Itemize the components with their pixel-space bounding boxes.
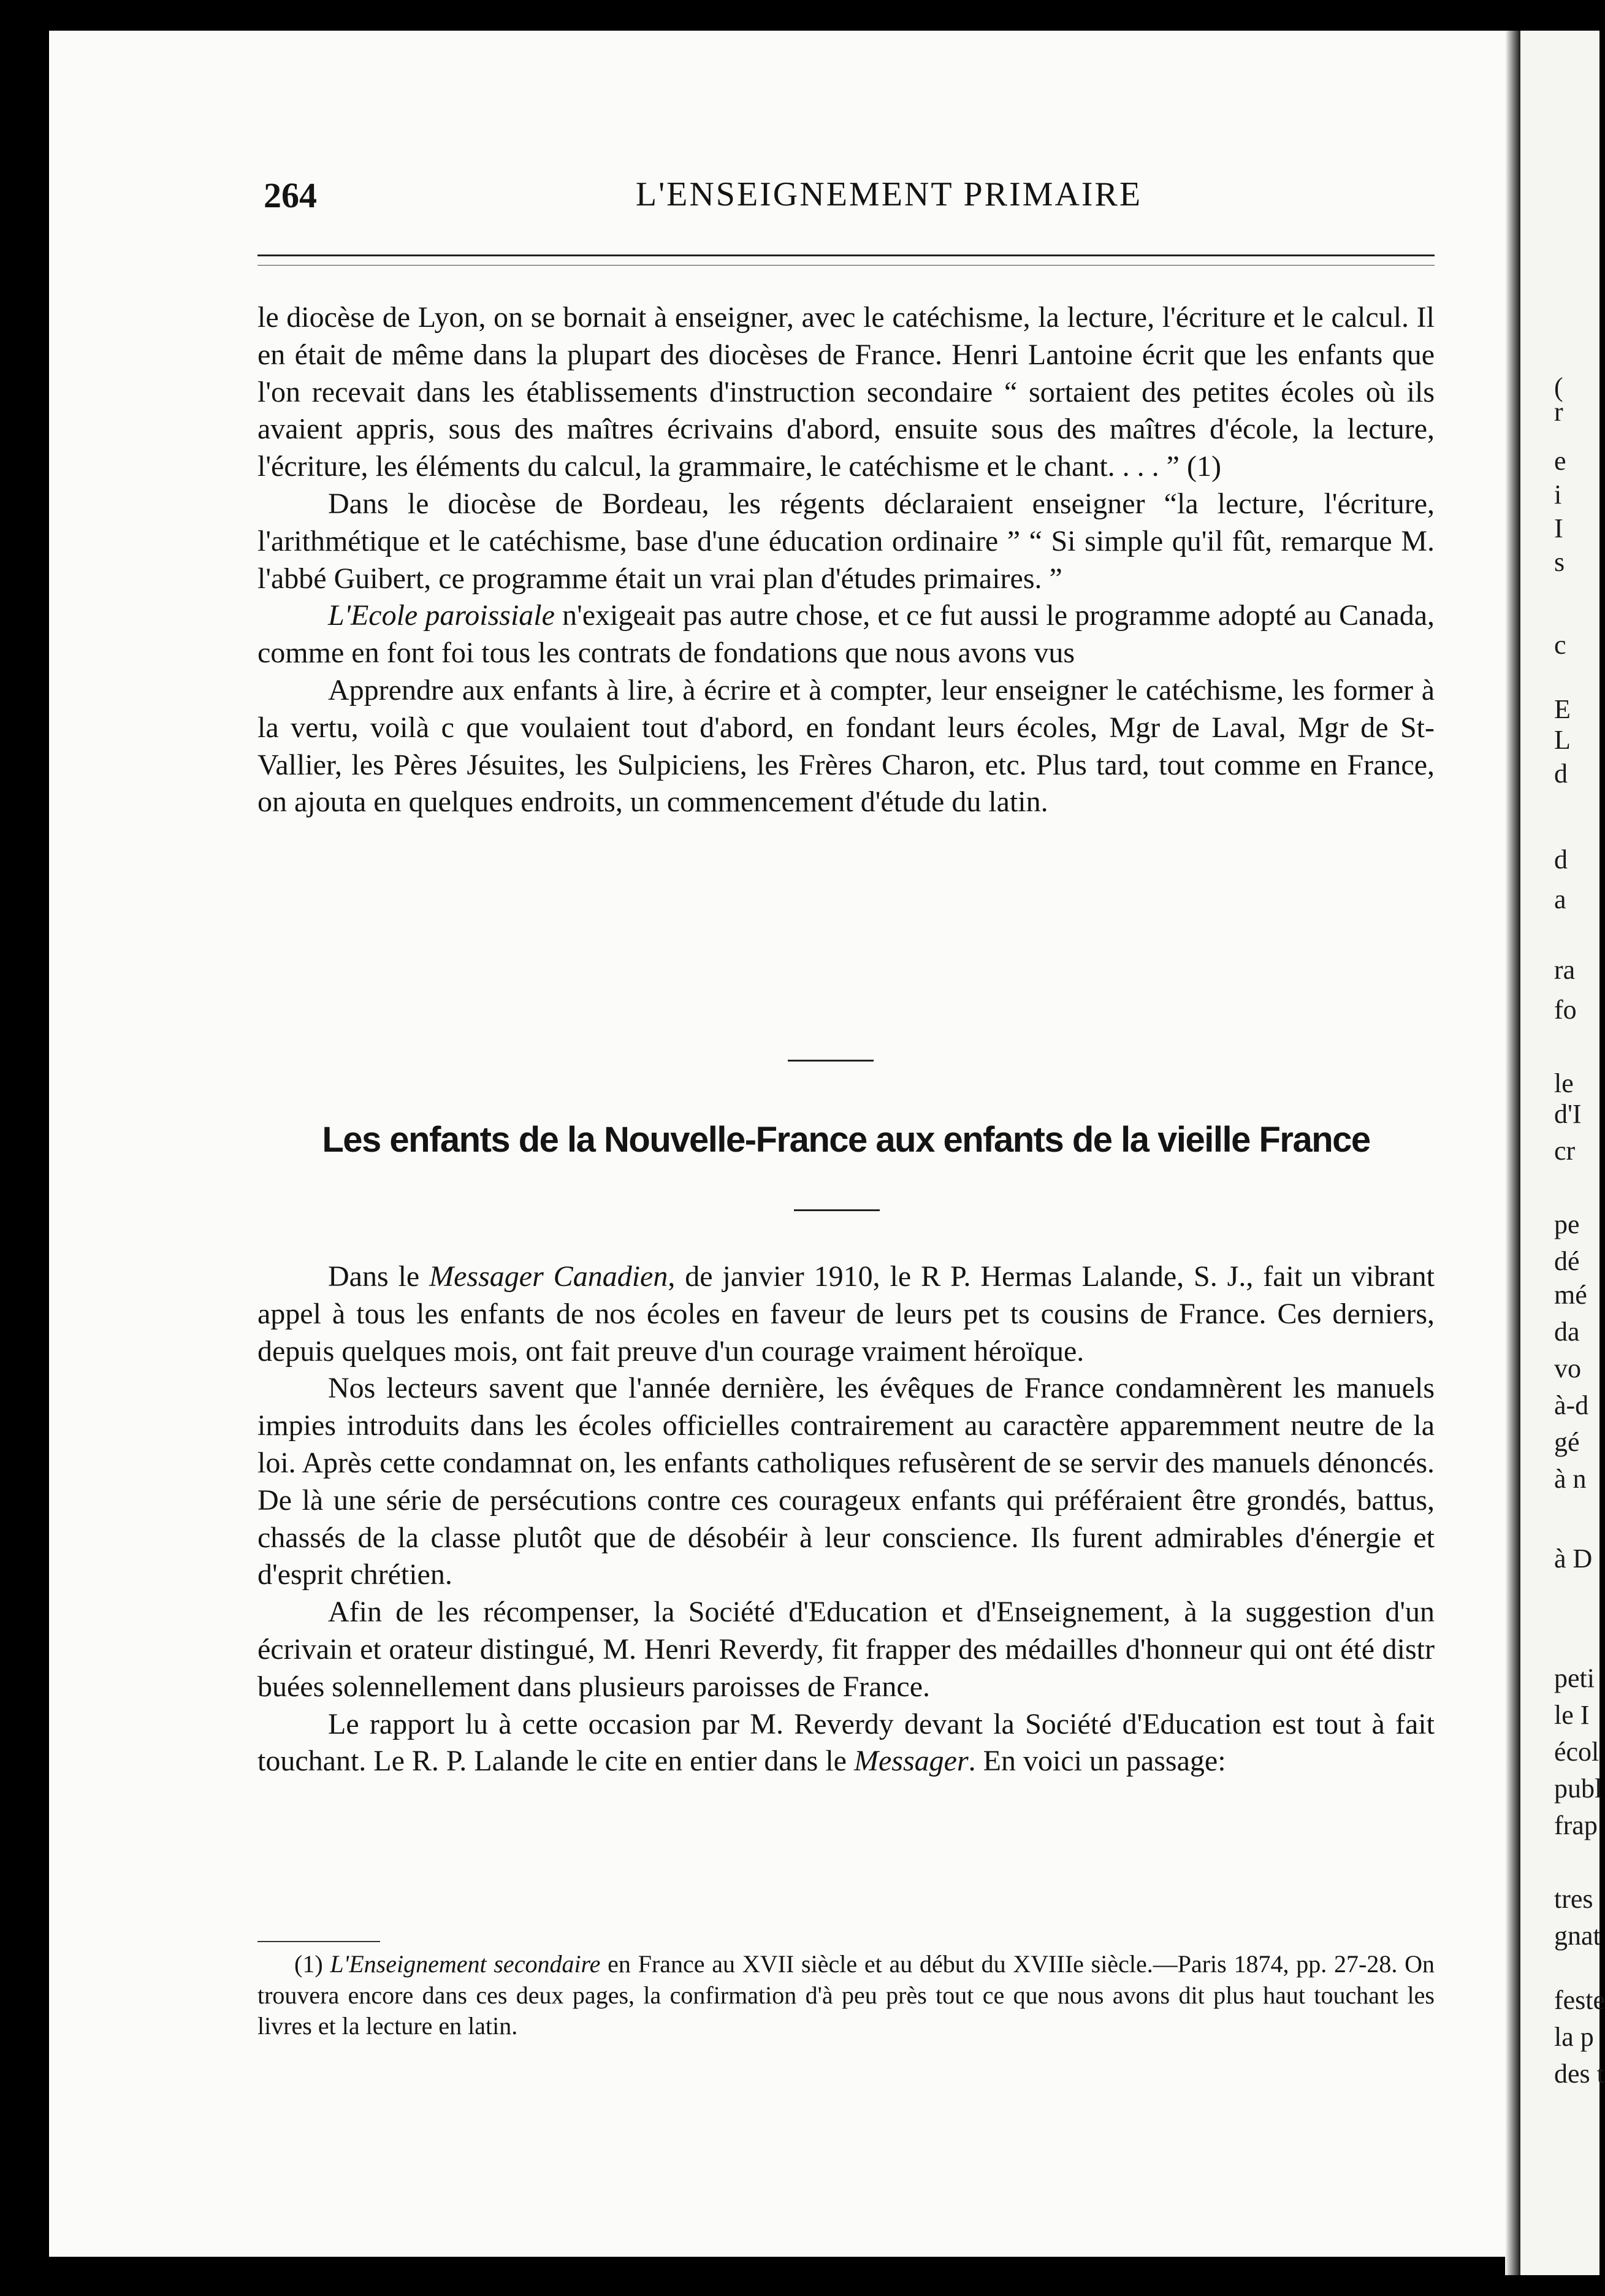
paragraph-text: . En voici un passage: — [968, 1745, 1226, 1778]
right-page-fragment: frap — [1554, 1810, 1598, 1840]
paragraph — [257, 597, 1435, 672]
right-page-fragment: e — [1554, 446, 1566, 476]
right-page-fragment: le — [1554, 1068, 1574, 1098]
footnote-text — [257, 1949, 1435, 2042]
right-page-fragment: i — [1554, 480, 1562, 510]
italic-title: Messager — [853, 1745, 969, 1778]
right-page-fragment: d'I — [1554, 1099, 1582, 1129]
italic-title: L'Enseignement secondaire — [330, 1950, 601, 1978]
italic-title: Messager Canadien — [429, 1260, 668, 1293]
right-page-fragment: gnat — [1554, 1921, 1601, 1951]
right-page-fragment: E — [1554, 694, 1571, 724]
right-page-fragment: cr — [1554, 1136, 1576, 1166]
paragraph — [257, 1258, 1435, 1370]
page-number: 264 — [264, 175, 317, 215]
paragraph: Dans le diocèse de Bordeau, les régents déclaraient enseigner “la lecture, l'écriture, l'arithmétique et le catéchisme, base d'une éducation ordinaire ” “ Si simple qu'il fût, remarque M. l'abbé Guibert, ce programme était un vrai plan d'études primaires. ” — [257, 487, 1435, 595]
paragraph: Nos lecteurs savent que l'année dernière, les évêques de France condamnèrent les manuels impies introduits dans les écoles officielles contrairement au caractère apparemment neutre de la loi. Après cette condamnat on, les enfants catholiques refusèrent de se servir des manuels dénoncés. De là une série de persécutions contre ces courageux enfants qui préféraient être grondés, battus, chassés de la classe plutôt que de désobéir à leur conscience. Ils furent admirables d'énergie et d'esprit chrétien. — [257, 1372, 1435, 1591]
right-page-fragment: c — [1554, 630, 1566, 660]
paragraph — [257, 1706, 1435, 1781]
paragraph-text: n'exigeait pas autre chose, et ce fut aussi le programme adopté au Canada, comme en font foi tous les contrats de fondations que nous avons vus — [257, 599, 1435, 670]
paragraph-text: Le rapport lu à cette occasion par M. Reverdy devant la Société d'Education est tout à fait touchant. Le R. P. Lalande le cite en entier dans le — [257, 1707, 1435, 1778]
right-page-fragment: gé — [1554, 1427, 1580, 1457]
italic-title: L'Ecole paroissiale — [328, 599, 555, 632]
right-page-fragment: ( — [1554, 372, 1563, 402]
right-page-fragment: à n — [1554, 1464, 1587, 1494]
page-header — [264, 175, 1441, 224]
right-page-fragment: r — [1554, 397, 1563, 427]
section-separator-top — [788, 1060, 874, 1062]
paragraph-text: Dans le — [328, 1260, 430, 1293]
body-text — [257, 299, 1435, 821]
right-page-fragment: le I — [1554, 1700, 1590, 1730]
right-page-fragment: d — [1554, 759, 1568, 789]
right-page-fragment: I — [1554, 513, 1563, 543]
footnote-body: en France au XVII siècle et au début du XVIIIe siècle.—Paris 1874, pp. 27-28. On trouvera encore dans ces deux pages, la confirmation d'à peu près tout ce que nous avons dit plus haut touchant les livres et la lecture en latin. — [257, 1950, 1435, 2040]
right-page-fragment: a — [1554, 884, 1566, 914]
right-page-fragment: dé — [1554, 1246, 1580, 1276]
right-page-fragment: d — [1554, 844, 1568, 874]
paragraph: Afin de les récompenser, la Société d'Education et d'Enseignement, à la suggestion d'un écrivain et orateur distingué, M. Henri Reverdy, fit frapper des médailles d'honneur qui ont été distr buées solennellement dans plusieurs paroisses de France. — [257, 1596, 1435, 1703]
paragraph: Apprendre aux enfants à lire, à écrire et à compter, leur enseigner le catéchisme, les former à la vertu, voilà c que voulaient tout d'abord, en fondant leurs écoles, Mgr de Laval, Mgr de St-Vallier, les Pères Jésuites, les Sulpiciens, les Frères Charon, etc. Plus tard, tout comme en France, on ajouta en quelques endroits, un commencement d'étude du latin. — [257, 673, 1435, 819]
header-rule — [257, 254, 1435, 266]
right-page-fragment: mé — [1554, 1280, 1587, 1310]
right-page-fragment: da — [1554, 1317, 1580, 1347]
right-page-fragment: des t — [1554, 2059, 1604, 2089]
right-page-fragment: publ — [1554, 1774, 1603, 1804]
right-page-fragment: à-d — [1554, 1390, 1589, 1420]
right-page-fragment: la p — [1554, 2022, 1594, 2052]
footnote — [257, 1949, 1435, 2042]
right-page-fragment: ra — [1554, 955, 1576, 985]
footnote-rule — [257, 1941, 380, 1942]
section-separator-bottom — [794, 1209, 880, 1211]
paragraph-text: , de janvier 1910, le R P. Hermas Lalande, S. J., fait un vibrant appel à tous les enfants de nos écoles en faveur de leurs pet ts cousins de France. Ces derniers, depuis quelques mois, ont fait preuve d'un courage vraiment héroïque. — [257, 1260, 1435, 1368]
section-heading: Les enfants de la Nouvelle-France aux enfants de la vieille France — [322, 1120, 1370, 1160]
right-page-fragment: s — [1554, 547, 1565, 577]
paragraph: le diocèse de Lyon, on se bornait à enseigner, avec le catéchisme, la lecture, l'écriture et le calcul. Il en était de même dans la plupart des diocèses de France. Henri Lantoine écrit que les enfants que l'on recevait dans les établissements d'instruction secondaire “ sortaient des petites écoles où ils avaient appris, sous des maîtres écrivains d'abord, ensuite sous des maîtres d'école, la lecture, l'écriture, les éléments du calcul, la grammaire, le catéchisme et le chant. . . . ” (1) — [257, 301, 1435, 483]
right-page-fragment: vo — [1554, 1353, 1581, 1383]
right-page-fragment: peti — [1554, 1663, 1595, 1693]
right-page-fragment: tres — [1554, 1884, 1593, 1914]
right-page-fragment: écol — [1554, 1737, 1599, 1767]
right-page-fragment: fo — [1554, 995, 1577, 1025]
right-page-fragment: L — [1554, 725, 1571, 755]
right-page-fragment: feste — [1554, 1985, 1605, 2015]
right-page-fragment: pe — [1554, 1209, 1580, 1239]
article-text — [257, 1258, 1435, 1780]
footnote-marker: (1) — [294, 1950, 330, 1978]
running-title: L'ENSEIGNEMENT PRIMAIRE — [635, 175, 1143, 213]
right-page-fragment: à D — [1554, 1544, 1593, 1574]
